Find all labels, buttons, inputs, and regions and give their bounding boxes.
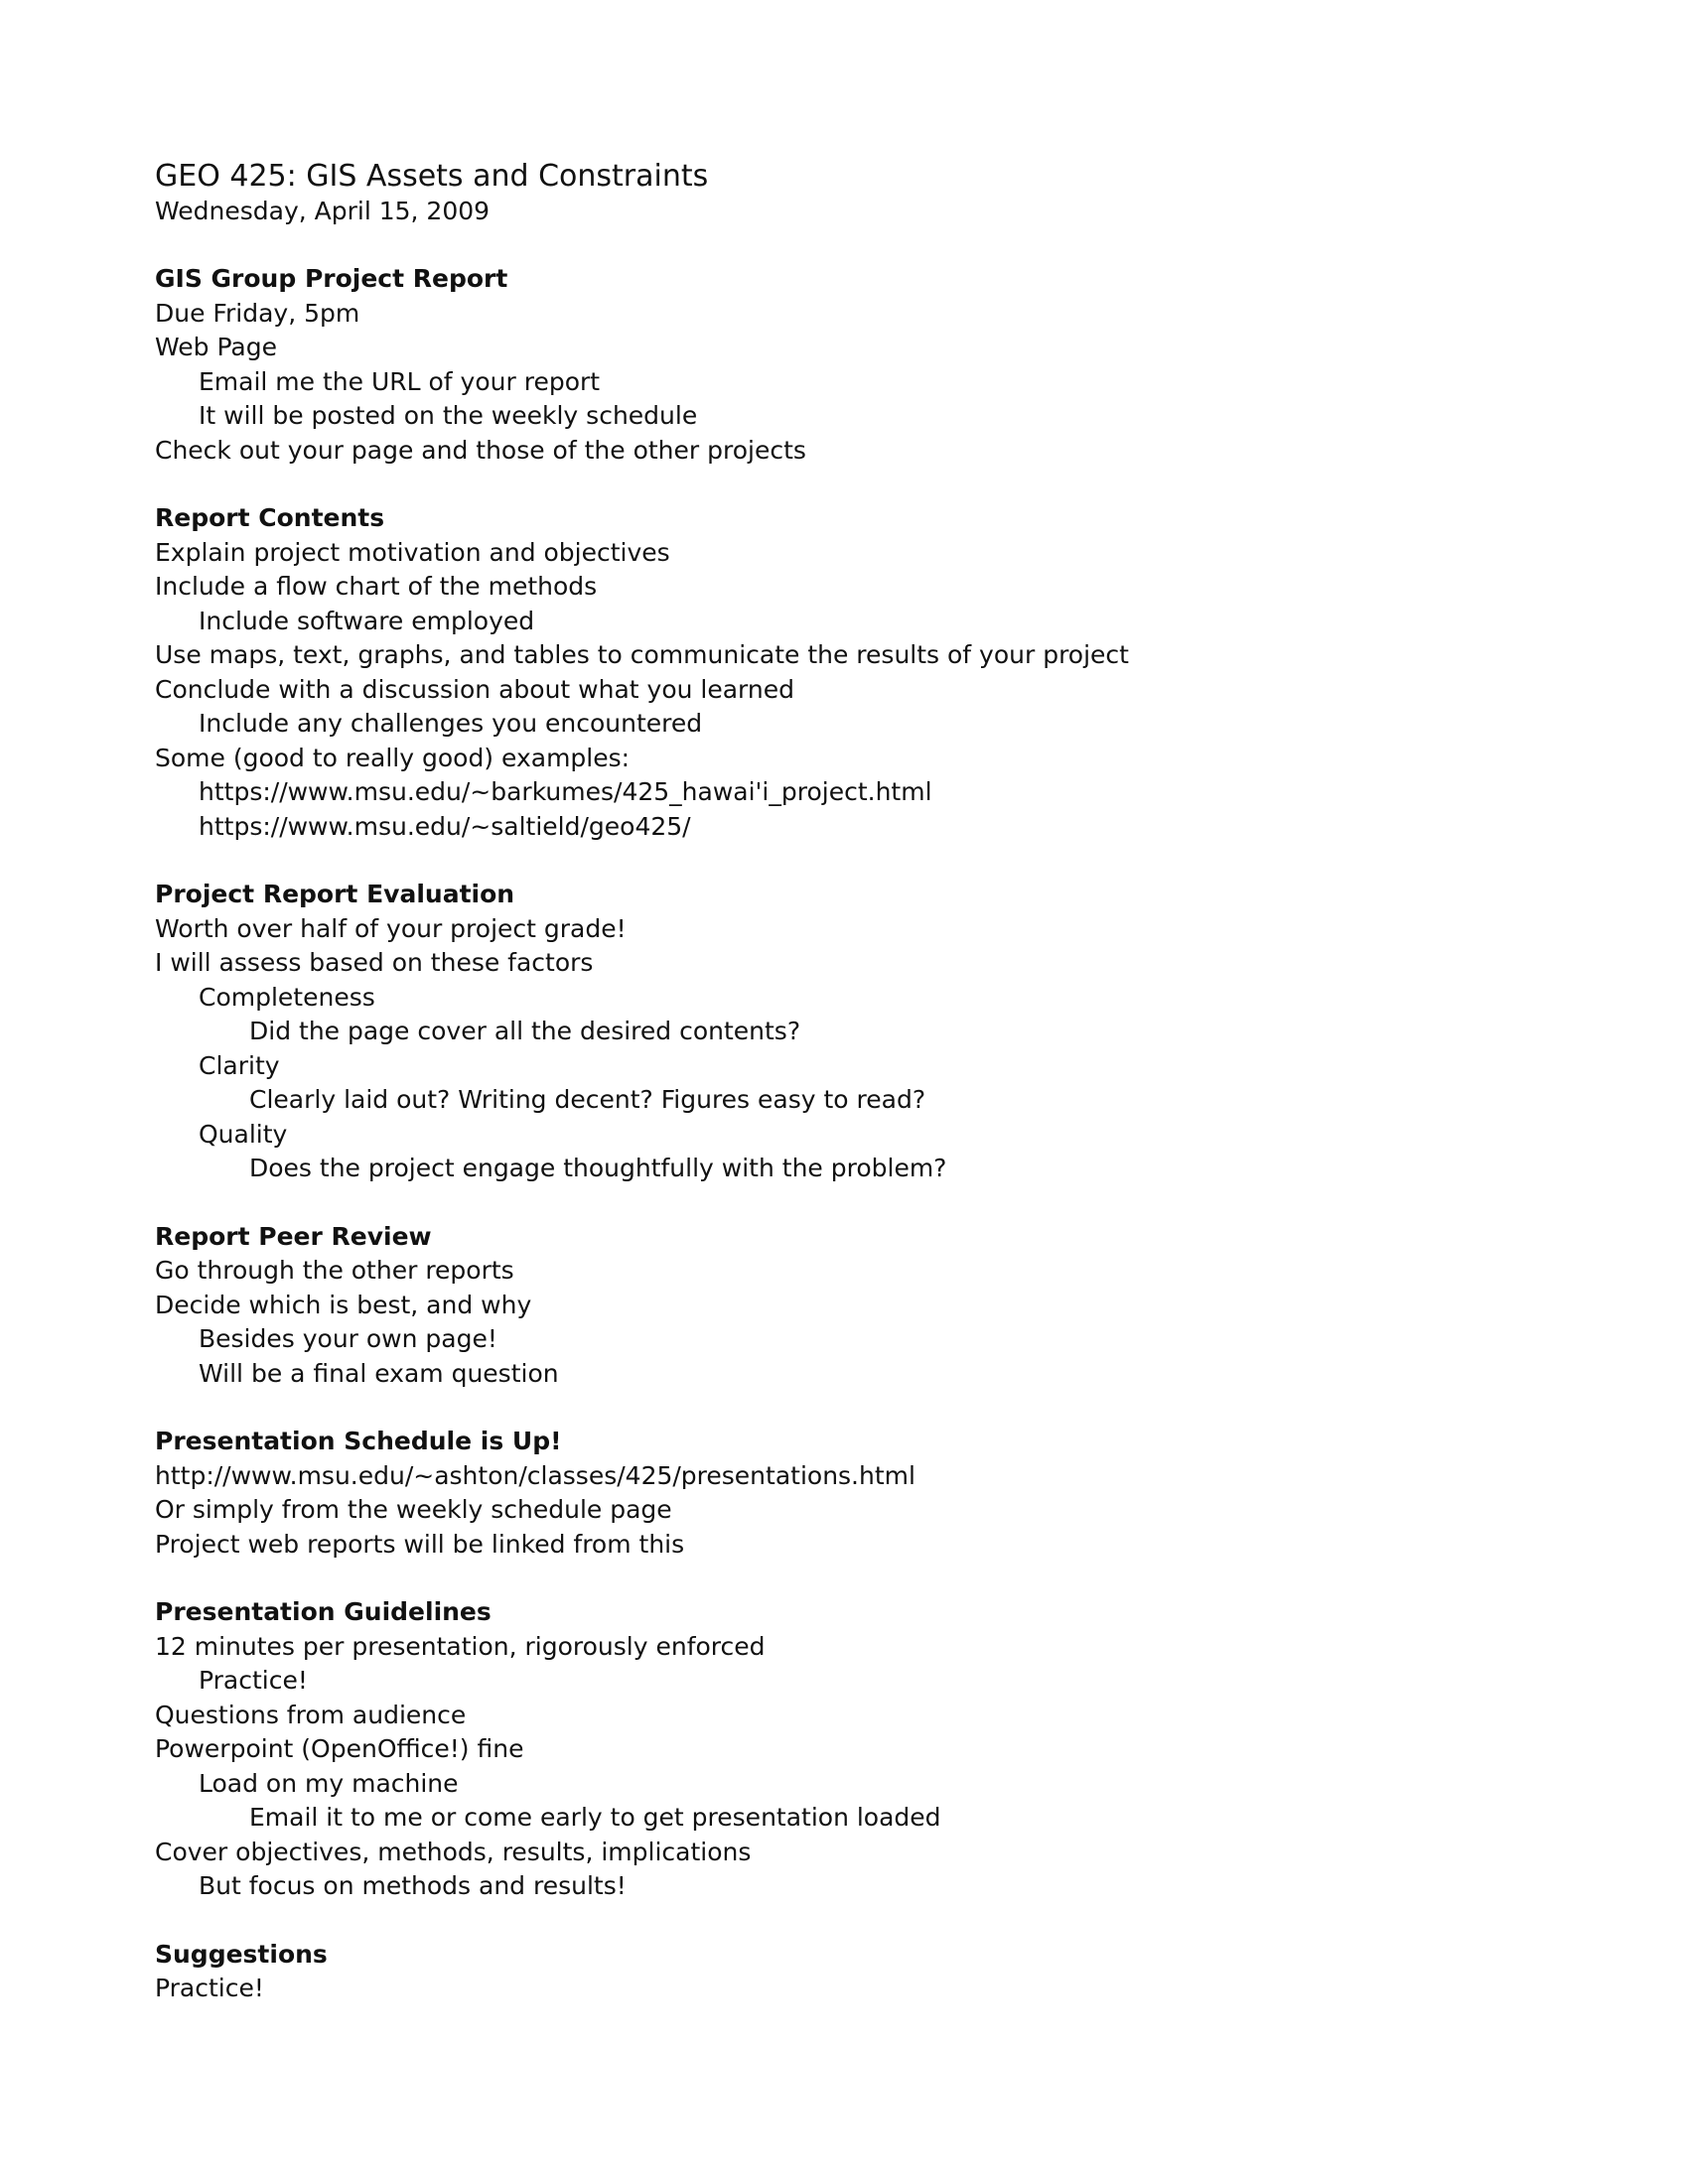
text-line: Did the page cover all the desired contents? [249,1017,801,1045]
document-page [155,159,1545,2006]
section [155,1938,1545,2006]
text-line: Include any challenges you encountered [199,709,703,738]
section-heading: Presentation Guidelines [155,1597,492,1626]
section [155,1425,1545,1562]
section-heading: Report Peer Review [155,1221,432,1251]
text-line: Completeness [199,982,375,1012]
text-line: Use maps, text, graphs, and tables to communicate the results of your project [155,640,1129,669]
text-line: https://www.msu.edu/~saltield/geo425/ [199,811,691,841]
document-title: GEO 425: GIS Assets and Constraints [155,159,709,194]
text-line: Conclude with a discussion about what you learned [155,674,794,704]
text-line: Go through the other reports [155,1256,514,1285]
text-line: Cover objectives, methods, results, implications [155,1837,752,1866]
text-line: I will assess based on these factors [155,948,594,977]
text-line: Worth over half of your project grade! [155,913,627,943]
text-line: Clarity [199,1050,280,1080]
section [155,1595,1545,1904]
text-line: https://www.msu.edu/~barkumes/425_hawai'i_project.html [199,777,932,806]
text-line: Project web reports will be linked from this [155,1529,685,1559]
text-line: Due Friday, 5pm [155,298,360,328]
text-line: Besides your own page! [199,1324,497,1353]
text-line: Questions from audience [155,1700,467,1729]
section-heading: Project Report Evaluation [155,880,515,908]
text-line: Powerpoint (OpenOffice!) fine [155,1734,524,1763]
section [155,1220,1545,1392]
section-heading: Presentation Schedule is Up! [155,1427,562,1455]
section-heading: Report Contents [155,503,385,532]
text-line: Practice! [199,1666,308,1695]
text-line: Or simply from the weekly schedule page [155,1495,672,1524]
section [155,262,1545,468]
text-line: Will be a final exam question [199,1358,559,1388]
text-line: Decide which is best, and why [155,1290,532,1319]
text-line: Some (good to really good) examples: [155,743,631,772]
text-line: Does the project engage thoughtfully with the problem? [249,1154,947,1182]
text-line: Email me the URL of your report [199,366,601,396]
document-date: Wednesday, April 15, 2009 [155,197,491,225]
sections-container [155,262,1545,2006]
text-line: Email it to me or come early to get presentation loaded [249,1803,941,1832]
text-line: 12 minutes per presentation, rigorously enforced [155,1631,766,1661]
text-line: Explain project motivation and objectives [155,537,670,567]
text-line: Web Page [155,333,277,361]
text-line: Include software employed [199,606,535,635]
section-heading: Suggestions [155,1939,328,1969]
section-heading: GIS Group Project Report [155,264,508,293]
text-line: Clearly laid out? Writing decent? Figures easy to read? [249,1085,926,1114]
text-line: Check out your page and those of the other projects [155,435,806,465]
section [155,501,1545,844]
text-line: It will be posted on the weekly schedule [199,401,698,430]
text-line: Include a flow chart of the methods [155,572,598,601]
section [155,878,1545,1186]
text-line: Load on my machine [199,1768,459,1798]
text-line: Quality [199,1119,288,1149]
text-line: Practice! [155,1974,264,2002]
text-line: But focus on methods and results! [199,1871,627,1900]
text-line: http://www.msu.edu/~ashton/classes/425/presentations.html [155,1460,915,1490]
